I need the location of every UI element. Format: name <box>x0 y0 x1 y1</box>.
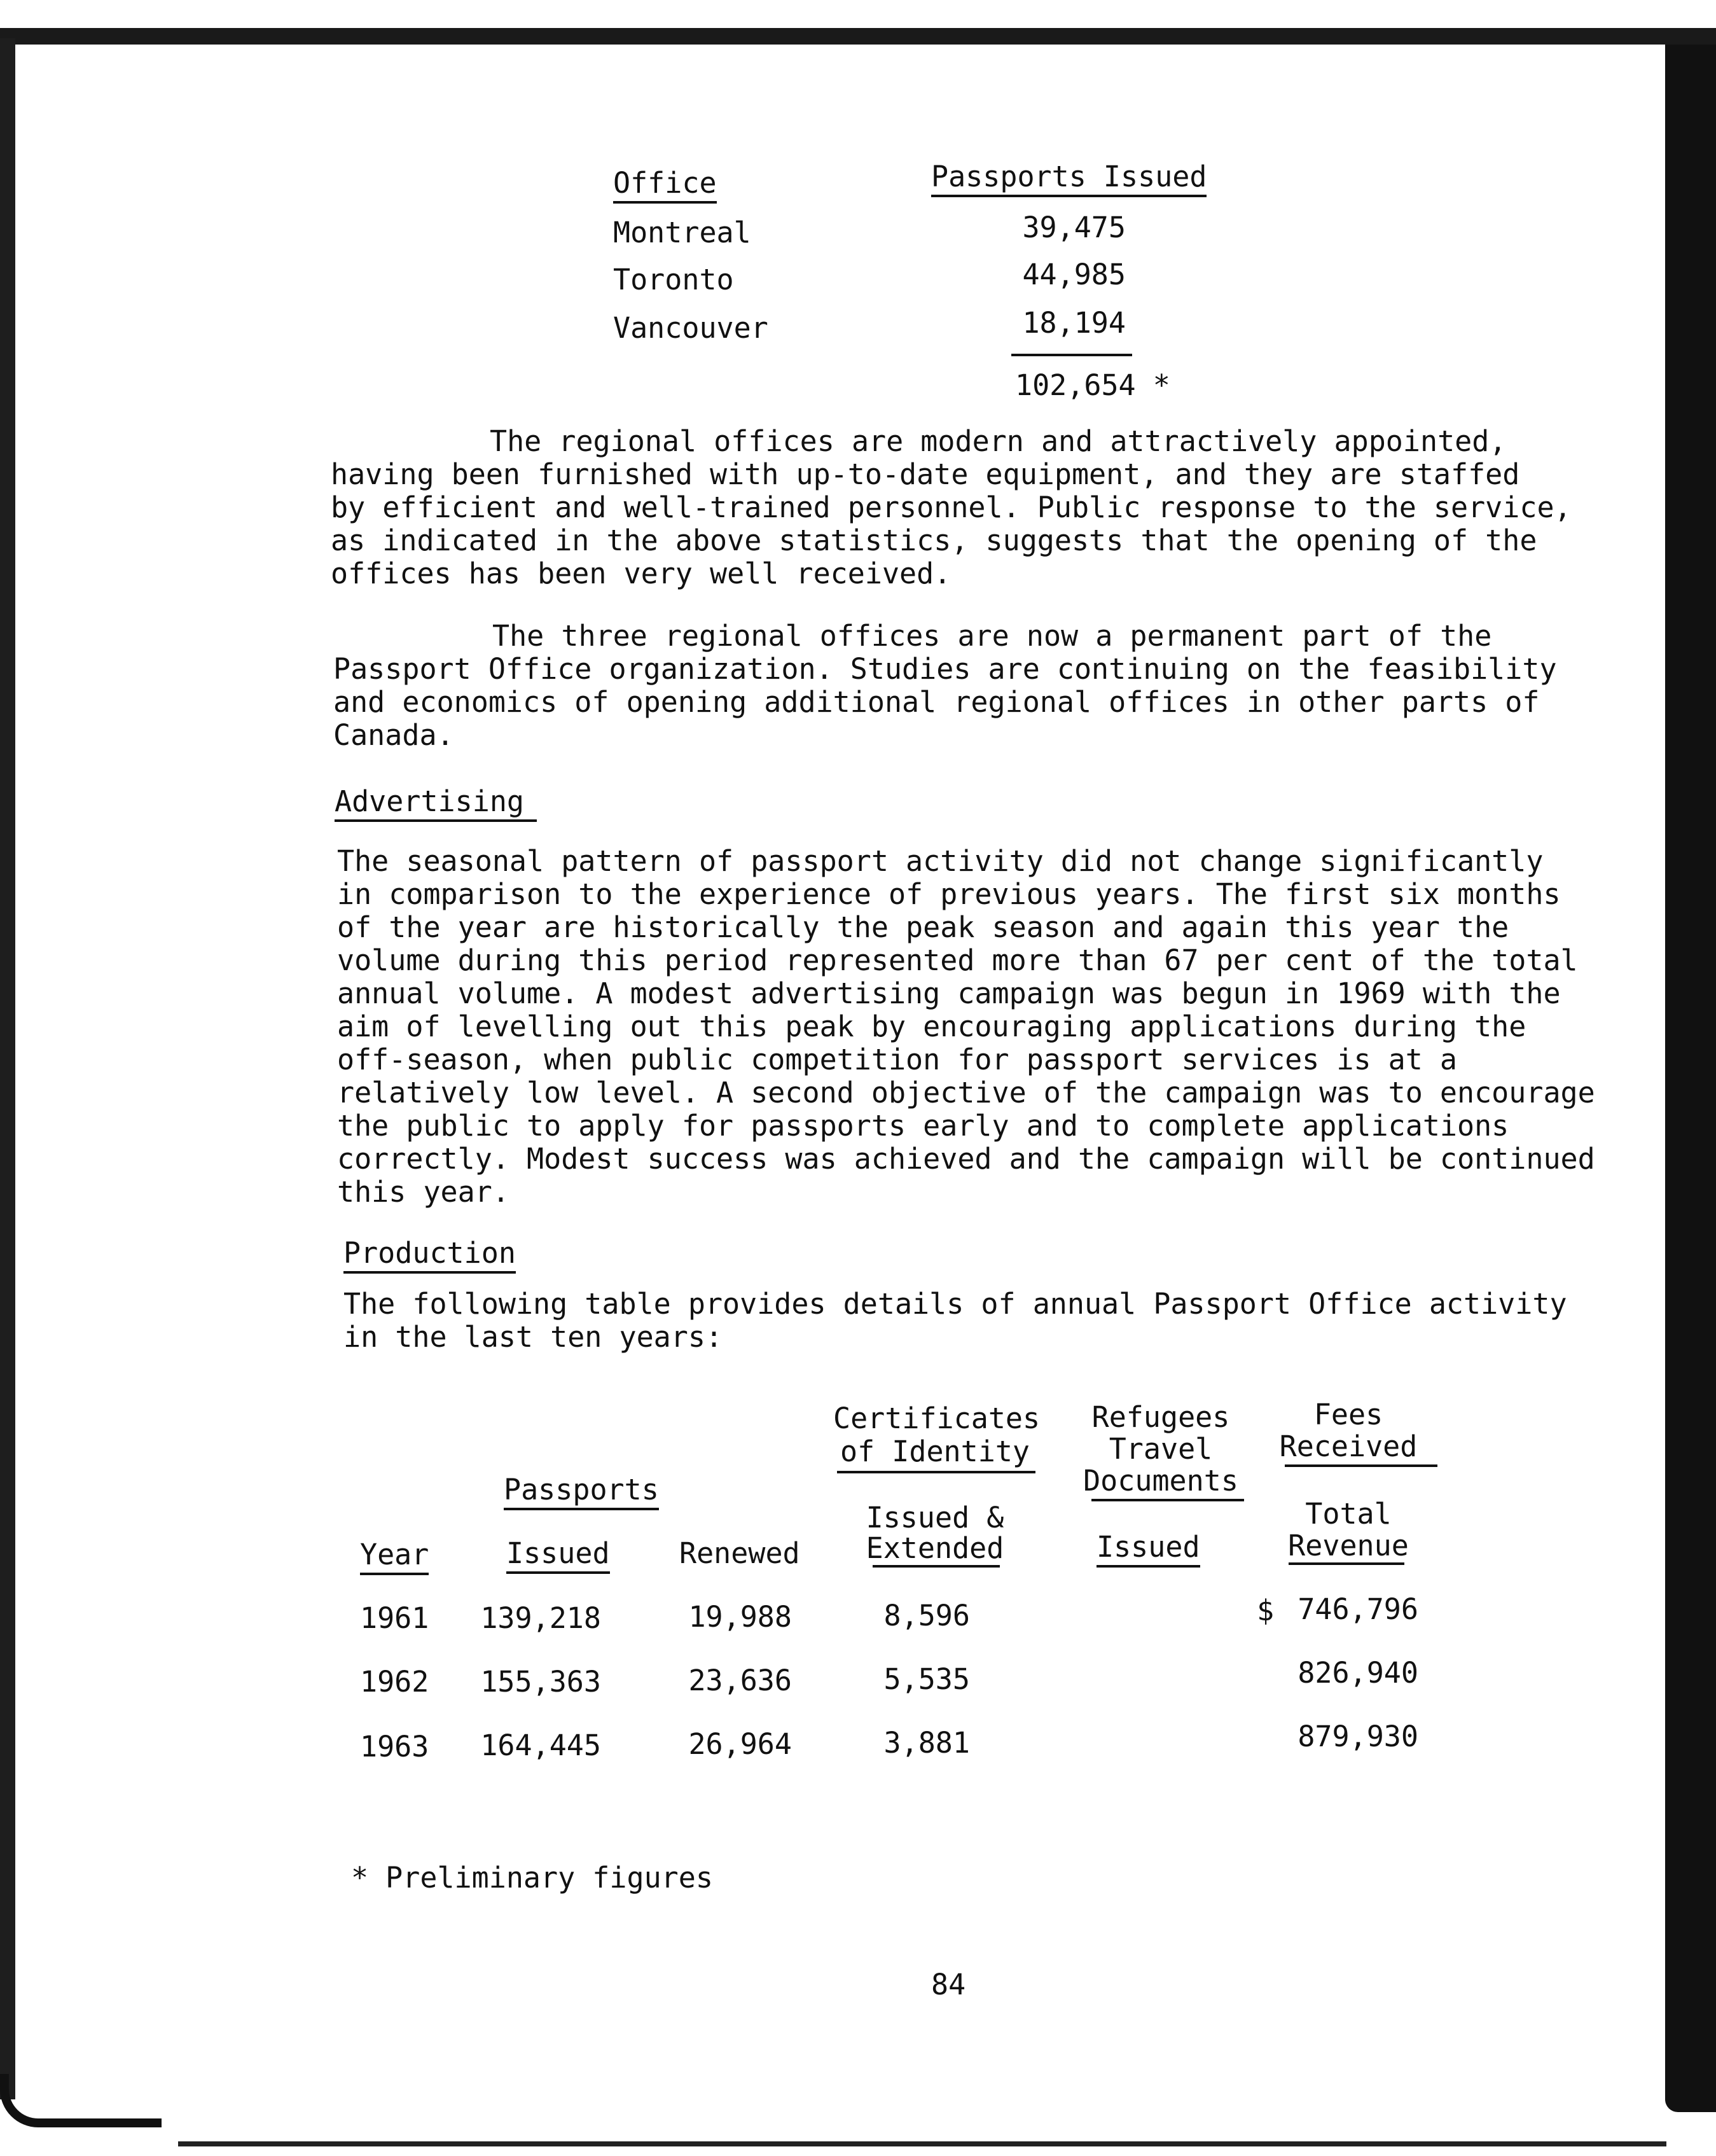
certificates-rule <box>837 1471 1035 1473</box>
text-line: volume during this period represented more than 67 per cent of the total <box>337 943 1578 977</box>
refugees-header: Refugees <box>1091 1400 1230 1434</box>
text-line: aim of levelling out this peak by encouraging applications during the <box>337 1010 1526 1043</box>
text-line: offices has been very well received. <box>331 557 951 590</box>
text-line: correctly. Modest success was achieved and the campaign will be continued <box>337 1142 1595 1176</box>
refugees-issued-header: Issued <box>1097 1531 1200 1568</box>
fees-subheader: Revenue <box>1288 1529 1409 1562</box>
certificates-subrule <box>873 1565 1000 1568</box>
issued-cell: 155,363 <box>480 1665 601 1699</box>
scan-border-left <box>0 38 15 2099</box>
text-line: The three regional offices are now a permanent part of the <box>492 619 1492 653</box>
total-rule <box>1011 354 1132 356</box>
renewed-cell: 19,988 <box>688 1600 792 1634</box>
refugees-header: Travel <box>1109 1432 1213 1466</box>
office-name: Vancouver <box>613 311 768 345</box>
issued-cell: 164,445 <box>480 1728 601 1762</box>
refugees-rule <box>1091 1499 1244 1501</box>
revenue-cell: 826,940 <box>1297 1656 1418 1690</box>
text-line: in comparison to the experience of previous years. The first six months <box>337 877 1561 911</box>
issued-cell: 139,218 <box>480 1601 601 1635</box>
currency-symbol: $ <box>1257 1594 1275 1627</box>
year-header: Year <box>360 1538 429 1575</box>
fees-header: Received <box>1279 1429 1418 1463</box>
paragraph-permanent-offices <box>333 620 1557 752</box>
office-header: Office <box>613 167 717 204</box>
production-heading: Production <box>343 1237 516 1274</box>
scan-border-top <box>0 28 1716 45</box>
year-cell: 1962 <box>360 1665 429 1699</box>
text-line: this year. <box>337 1175 509 1209</box>
year-cell: 1961 <box>360 1601 429 1635</box>
certificates-cell: 3,881 <box>883 1726 970 1760</box>
text-line: and economics of opening additional regional offices in other parts of <box>333 685 1540 719</box>
certificates-cell: 8,596 <box>883 1599 970 1632</box>
text-line: having been furnished with up-to-date equipment, and they are staffed <box>331 457 1520 491</box>
text-line: in the last ten years: <box>343 1320 723 1354</box>
footnote: * Preliminary figures <box>351 1861 713 1895</box>
refugees-header: Documents <box>1083 1464 1238 1498</box>
advertising-paragraph <box>337 845 1595 1209</box>
certificates-subheader: Issued & <box>866 1501 1004 1534</box>
revenue-cell: 879,930 <box>1297 1720 1418 1753</box>
office-total: 102,654 * <box>1015 368 1170 402</box>
fees-rule <box>1285 1464 1437 1467</box>
passports-issued-header: Passports Issued <box>931 160 1207 197</box>
text-line: relatively low level. A second objective of the campaign was to encourage <box>337 1076 1595 1109</box>
page-number: 84 <box>931 1968 966 2001</box>
scan-corner-bottom-left <box>0 2074 162 2127</box>
fees-subrule <box>1289 1562 1404 1565</box>
renewed-header: Renewed <box>679 1536 800 1570</box>
text-line: by efficient and well-trained personnel. Public response to the service, <box>331 490 1572 524</box>
office-count: 44,985 <box>1022 258 1126 291</box>
certificates-header: of Identity <box>840 1435 1030 1468</box>
revenue-cell: 746,796 <box>1297 1592 1418 1626</box>
office-count: 18,194 <box>1022 306 1126 340</box>
text-line: The seasonal pattern of passport activity did not change significantly <box>337 844 1544 878</box>
text-line: annual volume. A modest advertising campaign was begun in 1969 with the <box>337 977 1561 1010</box>
fees-subheader: Total <box>1305 1497 1392 1531</box>
renewed-cell: 23,636 <box>688 1664 792 1697</box>
advertising-heading: Advertising <box>335 785 537 822</box>
issued-header: Issued <box>506 1537 610 1574</box>
text-line: the public to apply for passports early and to complete applications <box>337 1109 1509 1143</box>
text-line: Passport Office organization. Studies are continuing on the feasibility <box>333 652 1557 686</box>
paragraph-regional-offices <box>331 425 1572 590</box>
office-count: 39,475 <box>1022 211 1126 244</box>
scan-border-right <box>1665 45 1716 2112</box>
text-line: The following table provides details of annual Passport Office activity <box>343 1287 1567 1321</box>
text-line: off-season, when public competition for passport services is at a <box>337 1043 1457 1076</box>
text-line: as indicated in the above statistics, suggests that the opening of the <box>331 524 1537 557</box>
text-line: Canada. <box>333 718 454 752</box>
year-cell: 1963 <box>360 1730 429 1763</box>
certificates-cell: 5,535 <box>883 1662 970 1696</box>
office-name: Toronto <box>613 263 734 296</box>
passports-group-header: Passports <box>504 1473 659 1510</box>
text-line: The regional offices are modern and attractively appointed, <box>490 424 1507 458</box>
production-paragraph <box>343 1288 1567 1354</box>
renewed-cell: 26,964 <box>688 1727 792 1761</box>
certificates-header: Certificates <box>833 1401 1041 1435</box>
certificates-subheader: Extended <box>866 1531 1004 1565</box>
text-line: of the year are historically the peak season and again this year the <box>337 910 1509 944</box>
fees-header: Fees <box>1313 1398 1383 1431</box>
office-name: Montreal <box>613 216 751 249</box>
scan-border-bottom <box>178 2141 1666 2146</box>
